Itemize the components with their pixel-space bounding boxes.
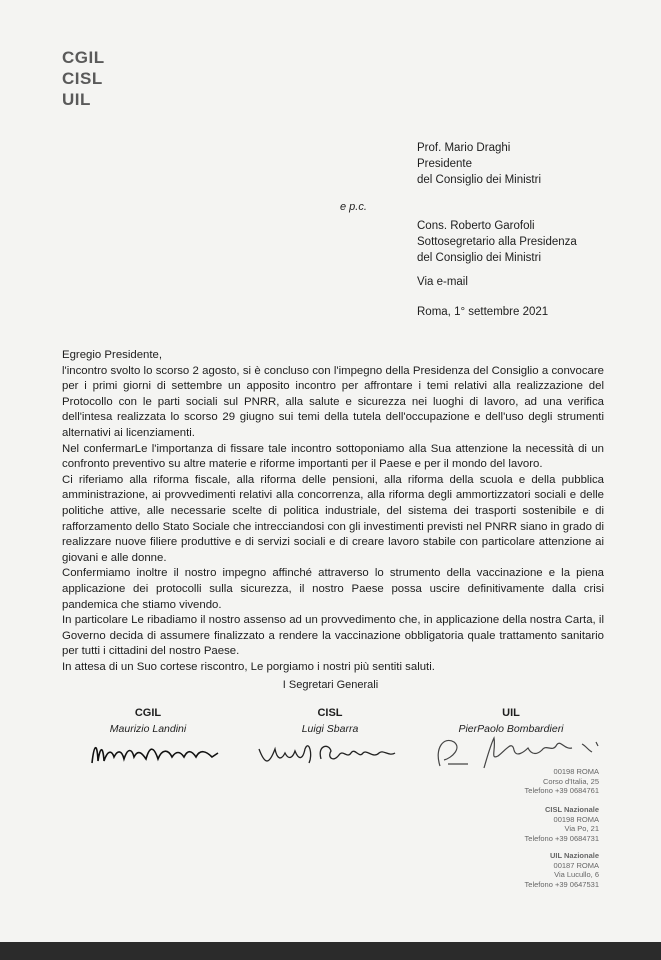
salutation: Egregio Presidente, [62,349,163,361]
footer-uil-phone: Telefono +39 0647531 [524,879,599,889]
footer-cisl-address [525,805,599,843]
delivery-method: Via e-mail [417,276,468,288]
logo-line-cisl: CISL [62,69,103,88]
footer-cgil-street: Corso d'Italia, 25 [542,776,599,786]
signature-landini [88,735,223,770]
signatory-name-uil: PierPaolo Bombardieri [458,723,564,735]
paragraph-2: Nel confermarLe l'importanza di fissare tale incontro sottoponiamo alla Sua attenzione la necessità di un confronto preventivo su altre materie e riforme importanti per il Paese e per il mondo del lavoro. [62,442,604,471]
footer-cgil-city: 00198 ROMA [553,767,599,776]
closing-line: I Segretari Generali [282,679,379,691]
recipient-block [417,140,541,188]
logo-line-cgil: CGIL [62,48,105,67]
footer-cisl-street: Via Po, 21 [564,824,599,833]
union-logo [62,47,105,110]
signature-bombardieri [432,730,607,772]
cc-block [417,218,577,266]
footer-cisl-phone: Telefono +39 0684731 [524,833,599,843]
footer-uil-street: Via Lucullo, 6 [554,870,599,879]
letter-body [62,348,604,675]
epc-label: e p.c. [340,201,367,213]
recipient-name: Prof. Mario Draghi [417,142,511,154]
cc-name: Cons. Roberto Garofoli [417,220,535,232]
footer-cisl-city: 00198 ROMA [553,814,599,824]
footer-cgil-phone: Telefono +39 0684761 [524,786,599,795]
paragraph-1: l'incontro svolto lo scorso 2 agosto, si è concluso con l'impegno della Presidenza del Consiglio a convocare per i primi giorni di settembre un apposito incontro per affrontare i temi relativi alla realizzazione del Protocollo con le parti sociali sul PNRR, alla salute e sicurezza nei luoghi di lavoro, ad una verifica dell'intesa realizzata lo scorso 29 giugno sui temi della tutela dell'occupazione e dell'uso degli strumenti alternativi ai licenziamenti. [62,364,604,439]
paragraph-6: In attesa di un Suo cortese riscontro, Le porgiamo i nostri più sentiti saluti. [62,660,435,673]
signatory-name-cgil: Maurizio Landini [109,723,187,735]
paragraph-4: Confermiamo inoltre il nostro impegno affinché attraverso lo strumento della vaccinazione e la piena applicazione dei protocolli sulla sicurezza, il nostro Paese possa uscire definitivamente dalla crisi pandemica che stiamo vivendo. [62,567,604,611]
cc-office: del Consiglio dei Ministri [417,252,541,264]
footer-cgil-address [525,767,599,796]
footer-uil-title: UIL Nazionale [549,851,599,860]
paragraph-3: Ci riferiamo alla riforma fiscale, alla riforma delle pensioni, alla riforma della scuola e della pubblica amministrazione, ai provvedimenti relativi alla concorrenza, alla riforma degli ammortizzatori sociali e delle politiche attive, alle necessarie scelte di politica industriale, del sistema dei trasporti sostenibile e di rafforzamento dello Stato Sociale che intrecciandosi con gli investimenti previsti nel PNRR siano in grado di realizzare nuove filiere produttive e di servizi sociali e di creare lavoro stabile con particolare attenzione ai giovani e alle donne. [62,473,604,564]
signatory-org-cisl: CISL [317,707,343,719]
footer-cisl-title: CISL Nazionale [544,805,599,814]
paragraph-5: In particolare Le ribadiamo il nostro assenso ad un provvedimento che, in applicazione della nostra Carta, il Governo decida di assumere finalizzato a rendere la vaccinazione obbligatoria quale trattamento sanitario per tutti i cittadini del nostro Paese. [62,614,604,658]
cc-title: Sottosegretario alla Presidenza [417,236,577,248]
date-line: Roma, 1° settembre 2021 [417,306,549,318]
recipient-title: Presidente [417,158,472,170]
footer-uil-address [525,851,599,889]
signature-sbarra [255,735,405,770]
footer-uil-city: 00187 ROMA [553,860,599,870]
signatory-org-uil: UIL [502,707,520,719]
signatory-name-cisl: Luigi Sbarra [301,723,359,735]
logo-line-uil: UIL [62,90,91,109]
bottom-bar [0,942,661,960]
signatory-org-cgil: CGIL [134,707,162,719]
recipient-office: del Consiglio dei Ministri [417,174,541,186]
